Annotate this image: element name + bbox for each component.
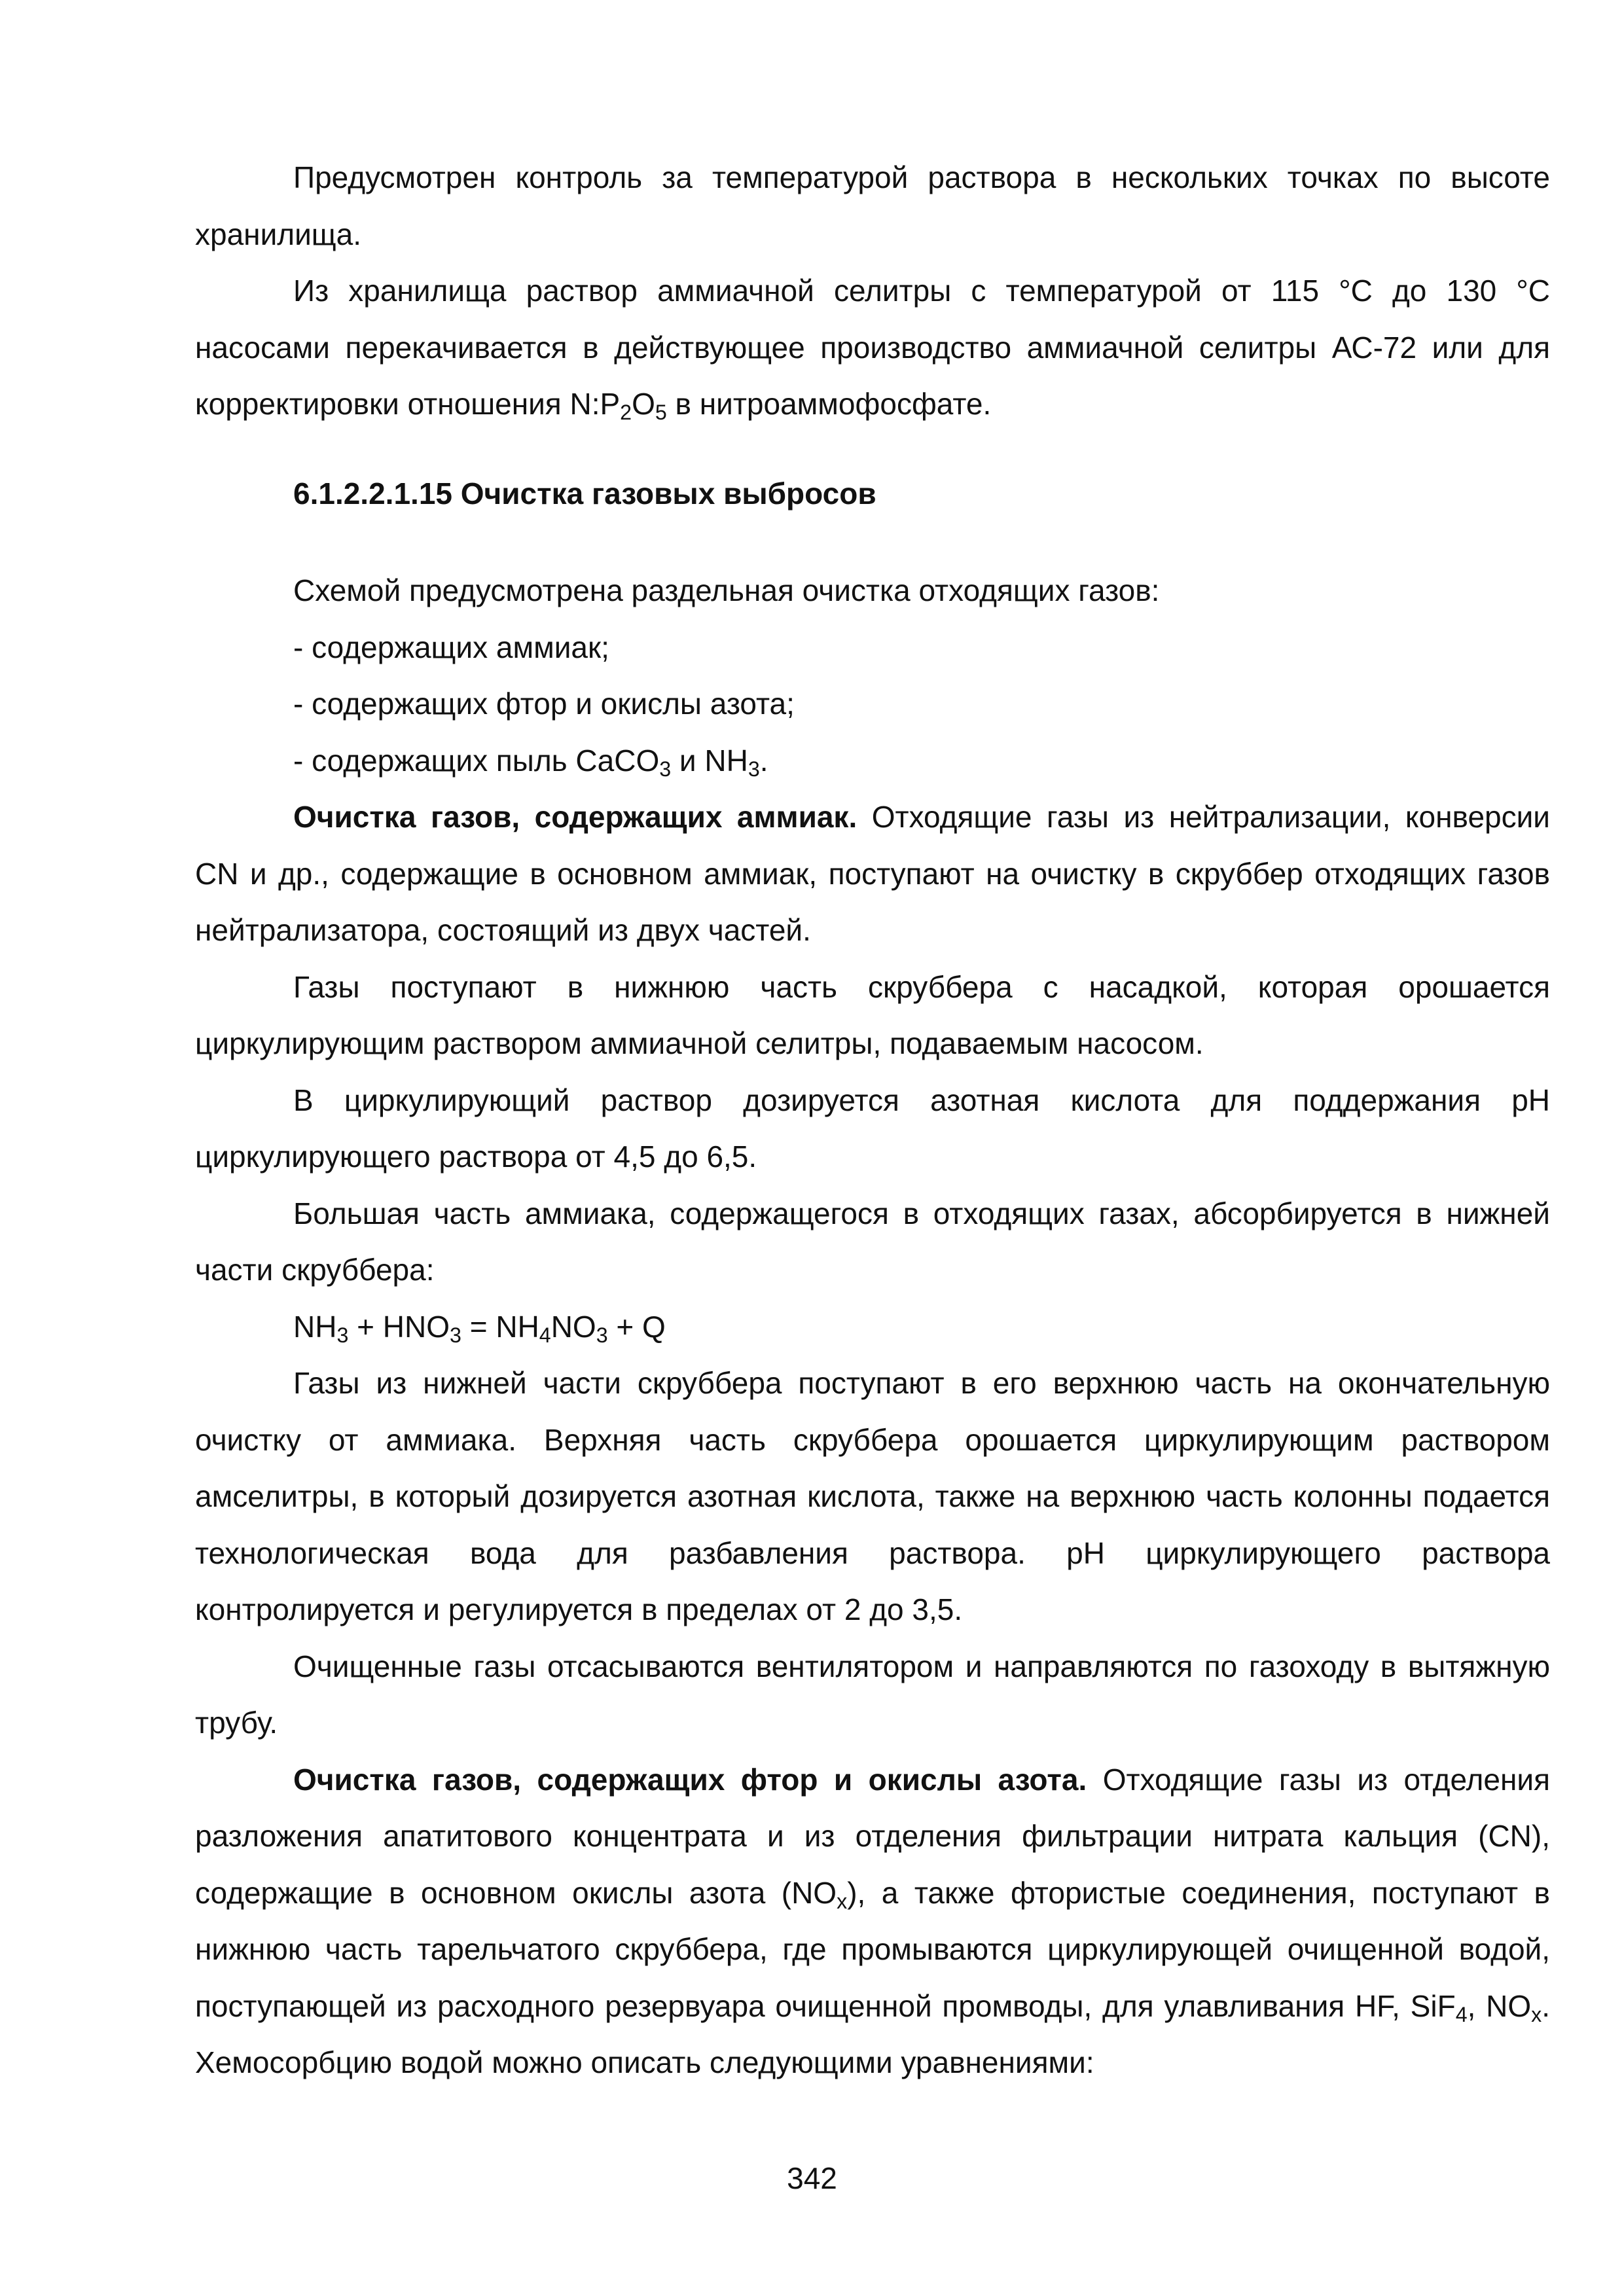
formula-part: + HNO (348, 1309, 450, 1344)
subscript: 3 (596, 1323, 608, 1347)
paragraph-text: , NO (1467, 1988, 1532, 2023)
list-item-text: и NH (671, 743, 748, 778)
list-item-text: - содержащих пыль CaCO (293, 743, 660, 778)
list-item-text: . (759, 743, 768, 778)
subscript: 4 (539, 1323, 551, 1347)
paragraph-text: . Хемосорбцию водой можно описать следующими уравнениями: (195, 1988, 1550, 2079)
page-content (195, 149, 1550, 2091)
formula-part: O (632, 387, 655, 421)
subscript: 3 (336, 1323, 349, 1347)
paragraph-ph-control: В циркулирующий раствор дозируется азотная кислота для поддержания pH циркулирующего раствора от 4,5 до 6,5. (195, 1083, 1550, 1174)
subscript: 3 (748, 757, 760, 781)
subscript: 5 (655, 401, 667, 425)
paragraph-fluorine-cleaning (195, 1751, 1550, 2091)
subscript: x (1531, 2002, 1542, 2026)
paragraph-text: Из хранилища раствор аммиачной селитры с температурой от 115 °С до 130 °С насосами перекачивается в действующее производство аммиачной селитры АС-72 или для корректировки отношения N:P (195, 274, 1550, 421)
paragraph-lead-in: Очистка газов, содержащих фтор и окислы азота. (293, 1762, 1087, 1797)
formula-part: NH (293, 1309, 337, 1344)
formula-part: = NH (461, 1309, 539, 1344)
paragraph-text: Отходящие газы из нейтрализации, конверсии CN и др., содержащие в основном аммиак, поступают на очистку в скруббер отходящих газов нейтрализатора, состоящий из двух частей. (195, 800, 1551, 947)
paragraph-text: Предусмотрен контроль за температурой раствора в нескольких точках по высоте хранилища. (195, 160, 1550, 251)
paragraph-text: ), а также фтористые соединения, поступают в нижнюю часть тарельчатого скруббера, где промываются циркулирующей очищенной водой, поступающей из расходного резервуара очищенной промводы, для улавливания HF, SiF (195, 1875, 1550, 2023)
paragraph-scrubber-upper: Газы из нижней части скруббера поступают в его верхнюю часть на окончательную очистку от аммиака. Верхняя часть скруббера орошается циркулирующим раствором амселитры, в который дозируется азотная кислота, также на верхнюю часть колонны подается технологическая вода для разбавления раствора. pH циркулирующего раствора контролируется и регулируется в пределах от 2 до 3,5. (195, 1366, 1550, 1626)
list-item: - содержащих аммиак; (293, 630, 609, 664)
paragraph-absorption: Большая часть аммиака, содержащегося в отходящих газах, абсорбируется в нижней части скруббера: (195, 1196, 1550, 1287)
paragraph-scrubber-lower: Газы поступают в нижнюю часть скруббера с насадкой, которая орошается циркулирующим раствором аммиачной селитры, подаваемым насосом. (195, 969, 1550, 1060)
list-item: - содержащих фтор и окислы азота; (293, 687, 795, 721)
list-intro: Схемой предусмотрена раздельная очистка отходящих газов: (293, 573, 1160, 607)
subscript: 4 (1455, 2002, 1468, 2026)
paragraph-temperature-control (195, 149, 1550, 262)
formula-part: NO (550, 1309, 596, 1344)
page-number: 342 (787, 2161, 837, 2195)
paragraph-ammonia-cleaning (195, 789, 1550, 959)
subscript: 2 (620, 401, 632, 425)
subscript: 3 (450, 1323, 461, 1347)
paragraph-lead-in: Очистка газов, содержащих аммиак. (293, 800, 857, 834)
paragraph-text: в нитроаммофосфате. (666, 387, 992, 421)
formula-part: + Q (607, 1309, 666, 1344)
paragraph-storage-transfer (195, 262, 1550, 433)
paragraph-exhaust: Очищенные газы отсасываются вентилятором и направляются по газоходу в вытяжную трубу. (195, 1649, 1550, 1740)
subscript: 3 (659, 757, 672, 781)
subscript: x (837, 1889, 848, 1913)
paragraph-text: Отходящие газы из отделения разложения апатитового концентрата и из отделения фильтрации нитрата кальция (CN), содержащие в основном окислы азота (NO (195, 1762, 1550, 1910)
section-heading: 6.1.2.2.1.15 Очистка газовых выбросов (293, 476, 876, 511)
list-item (195, 732, 1550, 789)
chemical-equation (195, 1299, 1550, 1355)
